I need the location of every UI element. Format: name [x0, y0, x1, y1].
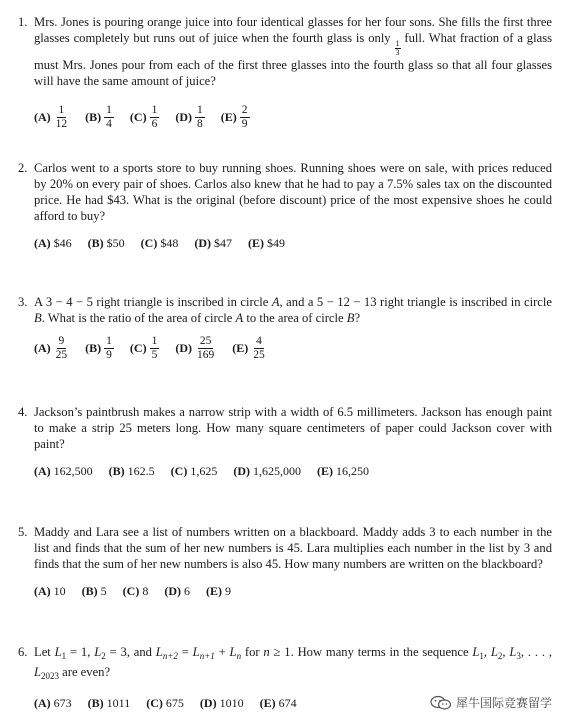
choice-d[interactable]: (D) 6	[164, 584, 191, 598]
choice-b[interactable]: (B) 162.5	[108, 464, 155, 478]
choice-a[interactable]: (A) 162,500	[34, 464, 93, 478]
watermark	[430, 694, 552, 711]
choice-d[interactable]: (D) 1010	[199, 696, 244, 710]
choice-e[interactable]: (E) $49	[248, 236, 286, 250]
choice-b[interactable]: (B) $\frac{1}{9}$	[85, 335, 112, 361]
problem-number: 4.	[18, 405, 28, 419]
choice-c[interactable]: (C) $48	[140, 236, 179, 250]
choice-d[interactable]: (D) $\frac{1}{8}$	[175, 104, 203, 130]
problem-text: Maddy and Lara see a list of numbers written on a blackboard. Maddy adds 3 to each number in the list and finds that the sum of her new numbers is 45. Lara multiplies each number in the list by 3 and finds that the sum of her new numbers is also 45. How many numbers are written on the blackboard?	[34, 525, 552, 571]
problem-4	[18, 404, 552, 479]
choice-b[interactable]: (B) 1011	[87, 696, 131, 710]
problem-text: Carlos went to a sports store to buy running shoes. Running shoes were on sale, with prices reduced by 20% on every pair of shoes. Carlos also knew that he had to pay a 7.5% sales tax on the discounted price. He had $43. What is the original (before discount) price of the most expensive shoes he could afford to buy?	[34, 161, 552, 223]
choice-a[interactable]: (A) $\frac{9}{25}$	[34, 335, 68, 361]
inline-fraction: $\frac{1}{3}$	[395, 39, 400, 57]
problem-text: Jackson’s paintbrush makes a narrow strip with a width of 6.5 millimeters. Jackson has enough paint to make a strip 25 meters long. How many square centimeters of paper could Jackson cover with paint?	[34, 405, 552, 451]
choice-d[interactable]: (D) 1,625,000	[233, 464, 302, 478]
choice-c[interactable]: (C) 8	[122, 584, 149, 598]
problem-text: Let $L_1 = 1$, $L_2 = 3$, and $L_{n+2} = L_{n+1} + L_n$ for n ≥ 1. How many terms in the sequence $L_1$, $L_2$, $L_3$, . . . , $L_{2023}$ are even?	[34, 645, 552, 681]
choice-c[interactable]: (C) 1,625	[170, 464, 218, 478]
problem-1	[18, 14, 552, 130]
choice-d[interactable]: (D) $\frac{25}{169}$	[175, 335, 215, 361]
choice-e[interactable]: (E) 16,250	[317, 464, 370, 478]
problem-number: 3.	[18, 295, 28, 309]
answer-choices	[34, 584, 552, 599]
choice-e[interactable]: (E) $\frac{2}{9}$	[220, 104, 248, 130]
problem-5	[18, 524, 552, 599]
choice-c[interactable]: (C) 675	[146, 696, 184, 710]
choice-b[interactable]: (B) $\frac{1}{4}$	[85, 104, 112, 130]
choice-a[interactable]: (A) 673	[34, 696, 72, 710]
wechat-icon	[430, 695, 452, 711]
choice-a[interactable]: (A) $\frac{1}{12}$	[34, 104, 68, 130]
problem-number: 1.	[18, 15, 28, 29]
problem-number: 5.	[18, 525, 28, 539]
choice-b[interactable]: (B) $50	[87, 236, 125, 250]
choice-e[interactable]: (E) 9	[206, 584, 232, 598]
problem-text: A 3 − 4 − 5 right triangle is inscribed in circle A, and a 5 − 12 − 13 right triangle is inscribed in circle B. What is the ratio of the area of circle A to the area of circle B?	[34, 295, 552, 325]
choice-a[interactable]: (A) 10	[34, 584, 66, 598]
choice-a[interactable]: (A) $46	[34, 236, 72, 250]
choice-d[interactable]: (D) $47	[194, 236, 233, 250]
problem-3	[18, 294, 552, 361]
choice-e[interactable]: (E) 674	[259, 696, 297, 710]
problem-number: 2.	[18, 161, 28, 175]
problem-number: 6.	[18, 645, 28, 659]
choice-b[interactable]: (B) 5	[81, 584, 107, 598]
answer-choices	[34, 336, 552, 361]
answer-choices	[34, 464, 552, 479]
choice-e[interactable]: (E) $\frac{4}{25}$	[232, 335, 265, 361]
answer-choices	[34, 105, 552, 130]
choice-c[interactable]: (C) $\frac{1}{5}$	[129, 335, 158, 361]
watermark-text: 犀牛国际竞赛留学	[455, 696, 552, 710]
problem-text: Mrs. Jones is pouring orange juice into four identical glasses for her four sons. She fills the first three glasses completely but runs out of juice when the fourth glass is only $\frac{1}{3}$ full. What fraction of a glass must Mrs. Jones pour from each of the first three glasses into the fourth glass so that all four glasses will have the same amount of juice?	[34, 15, 552, 88]
choice-c[interactable]: (C) $\frac{1}{6}$	[129, 104, 158, 130]
problem-2	[18, 160, 552, 251]
answer-choices	[34, 236, 552, 251]
